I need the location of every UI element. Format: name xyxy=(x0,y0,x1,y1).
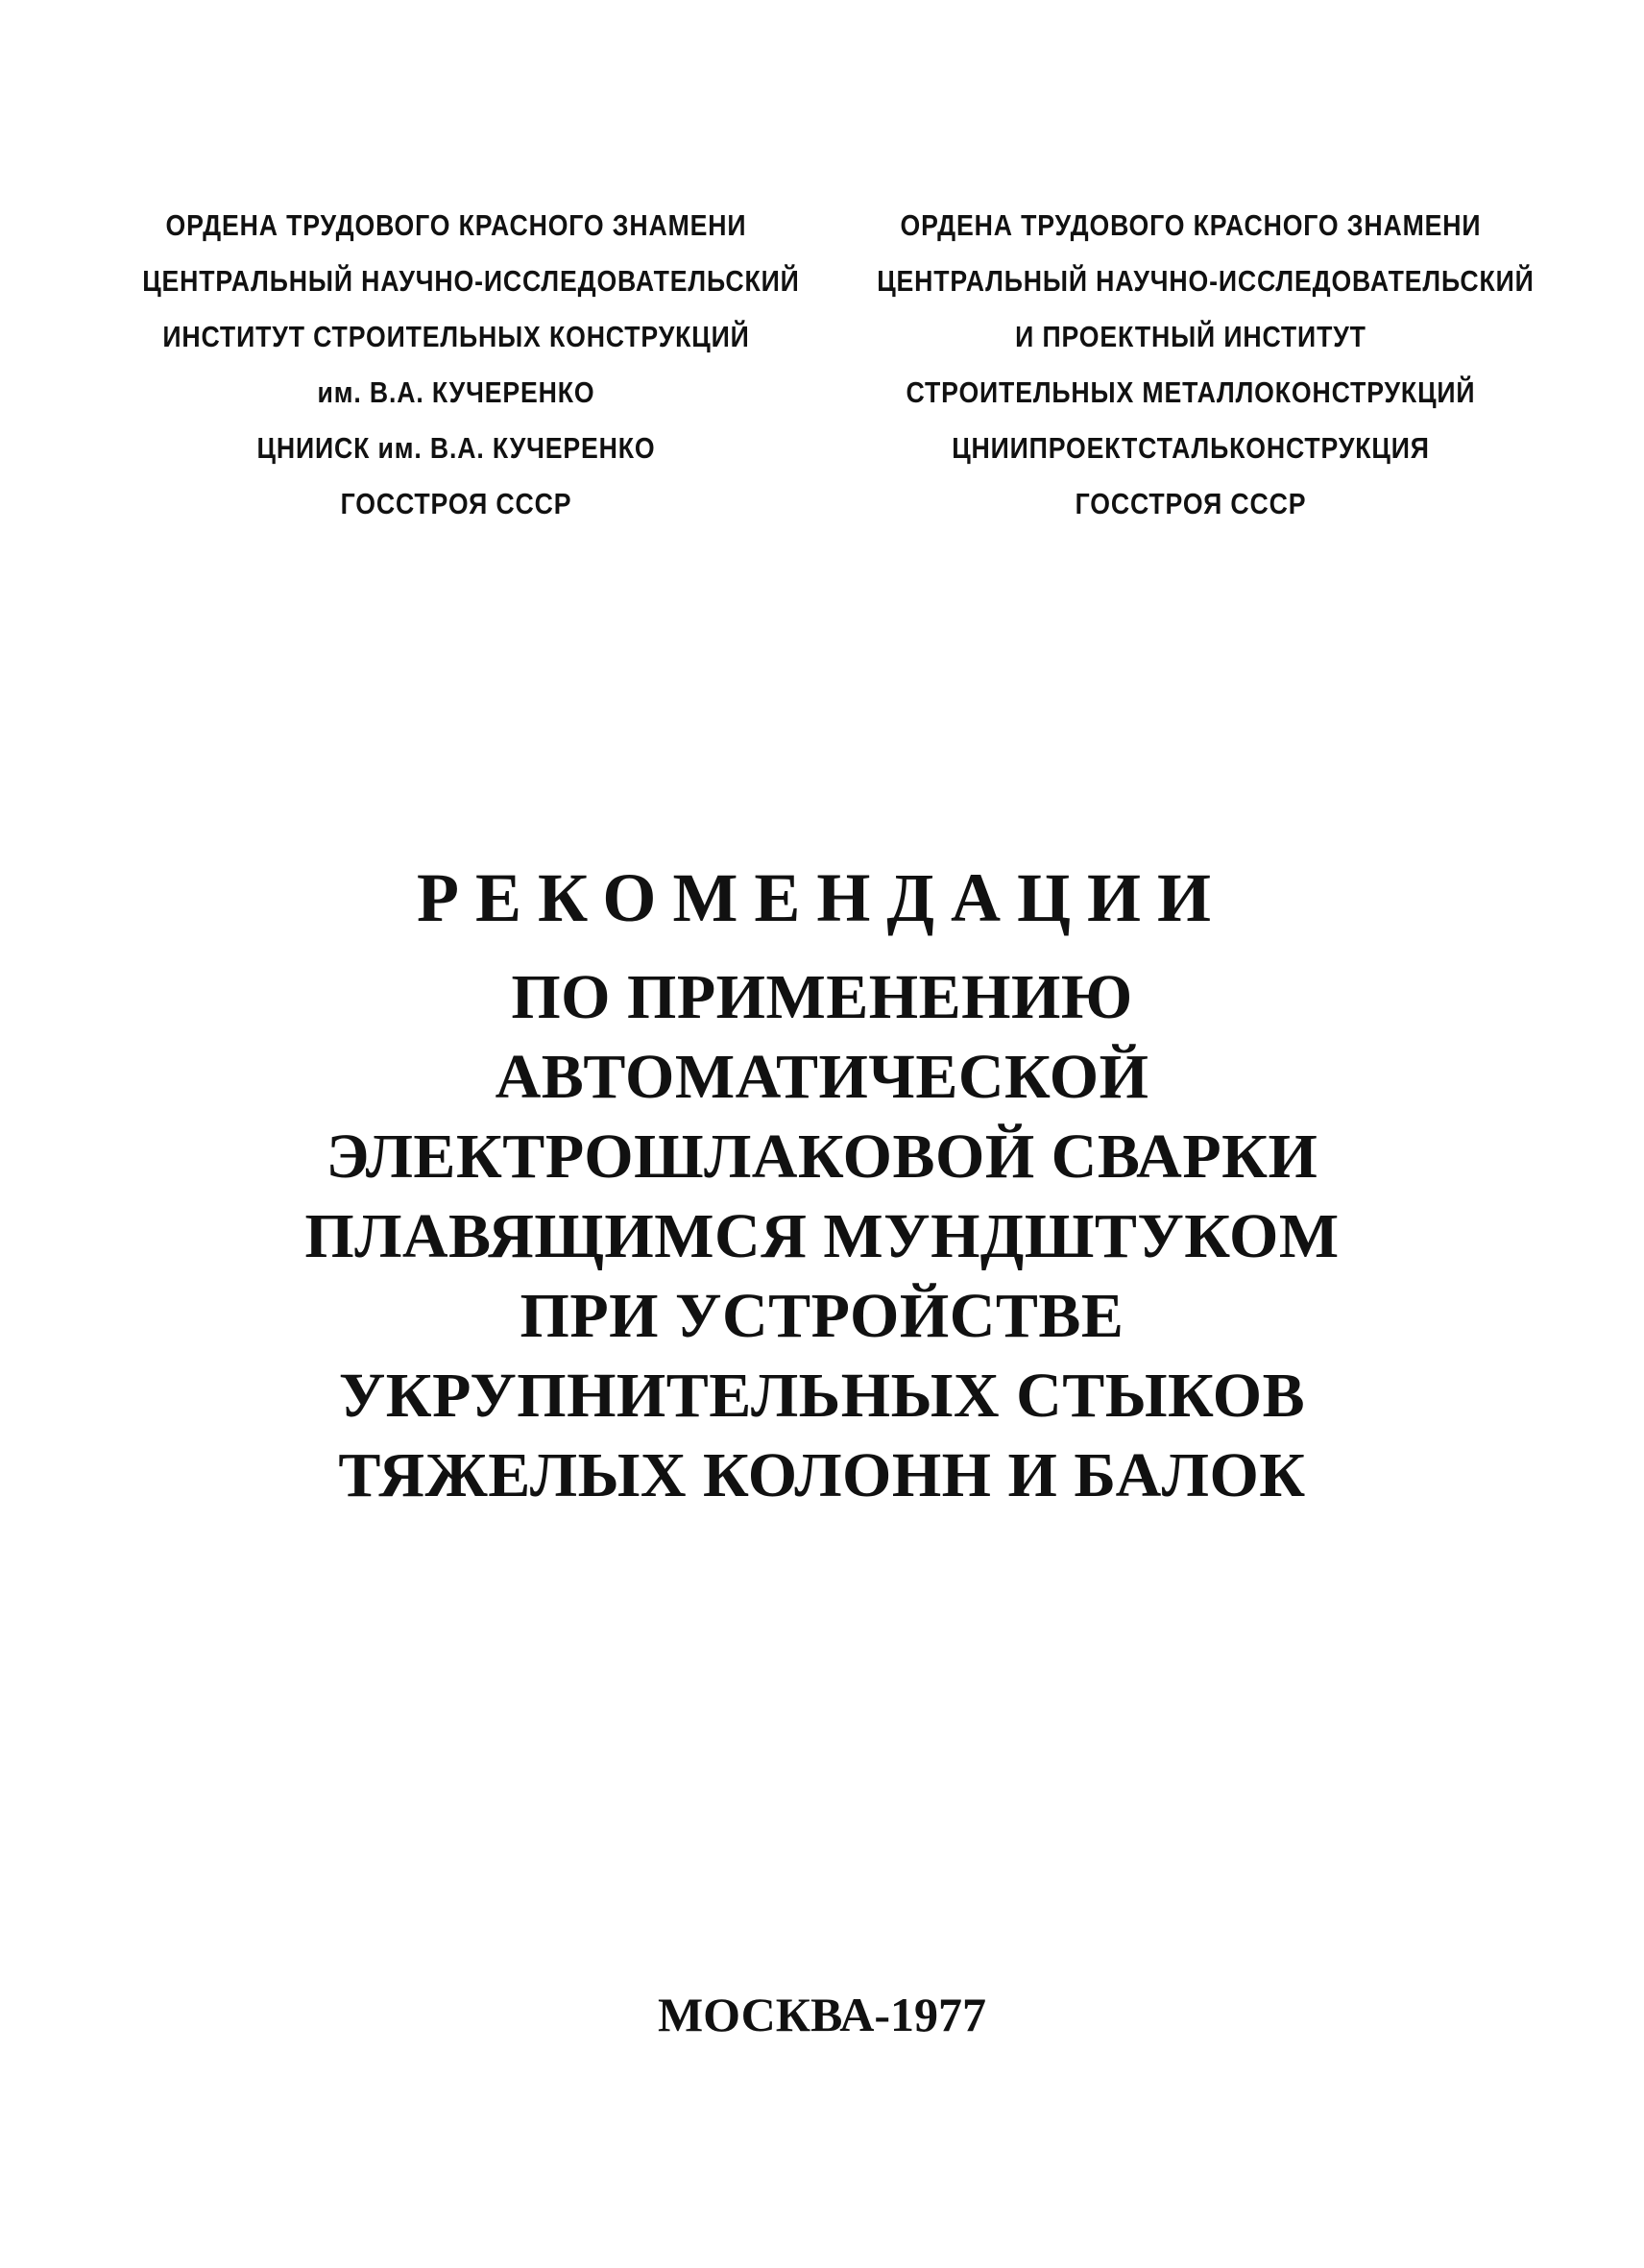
right-org-line: ОРДЕНА ТРУДОВОГО КРАСНОГО ЗНАМЕНИ xyxy=(900,208,1482,242)
left-org-line: ЦЕНТРАЛЬНЫЙ НАУЧНО-ИССЛЕДОВАТЕЛЬСКИЙ xyxy=(142,264,800,298)
right-org-line: ЦЕНТРАЛЬНЫЙ НАУЧНО-ИССЛЕДОВАТЕЛЬСКИЙ xyxy=(877,264,1535,298)
left-org-line: ЦНИИСК им. В.А. КУЧЕРЕНКО xyxy=(256,431,656,465)
document-subtitle-line: ПЛАВЯЩИМСЯ МУНДШТУКОМ xyxy=(304,1201,1340,1271)
document-subtitle-line: ПО ПРИМЕНЕНИЮ xyxy=(511,962,1133,1032)
right-org-line: СТРОИТЕЛЬНЫХ МЕТАЛЛОКОНСТРУКЦИЙ xyxy=(906,375,1476,409)
document-subtitle-line: АВТОМАТИЧЕСКОЙ xyxy=(495,1042,1149,1112)
place-and-year: МОСКВА-1977 xyxy=(657,1988,987,2041)
document-title: РЕКОМЕНДАЦИИ xyxy=(417,859,1227,936)
document-subtitle-line: ТЯЖЕЛЫХ КОЛОНН И БАЛОК xyxy=(338,1440,1306,1510)
document-subtitle-line: ЭЛЕКТРОШЛАКОВОЙ СВАРКИ xyxy=(326,1122,1318,1192)
left-organization-block xyxy=(142,198,800,532)
right-org-line: ЦНИИПРОЕКТСТАЛЬКОНСТРУКЦИЯ xyxy=(952,431,1430,465)
left-org-line: ИНСТИТУТ СТРОИТЕЛЬНЫХ КОНСТРУКЦИЙ xyxy=(162,320,750,353)
left-org-line: ГОССТРОЯ СССР xyxy=(340,487,572,520)
document-title-block xyxy=(144,850,1500,1515)
left-org-line: ОРДЕНА ТРУДОВОГО КРАСНОГО ЗНАМЕНИ xyxy=(165,208,747,242)
right-org-line: ГОССТРОЯ СССР xyxy=(1075,487,1307,520)
left-org-line: им. В.А. КУЧЕРЕНКО xyxy=(317,375,595,409)
right-organization-block xyxy=(877,198,1535,532)
right-org-line: И ПРОЕКТНЫЙ ИНСТИТУТ xyxy=(1015,320,1366,353)
document-subtitle-line: УКРУПНИТЕЛЬНЫХ СТЫКОВ xyxy=(338,1361,1306,1431)
document-subtitle-line: ПРИ УСТРОЙСТВЕ xyxy=(520,1281,1124,1351)
